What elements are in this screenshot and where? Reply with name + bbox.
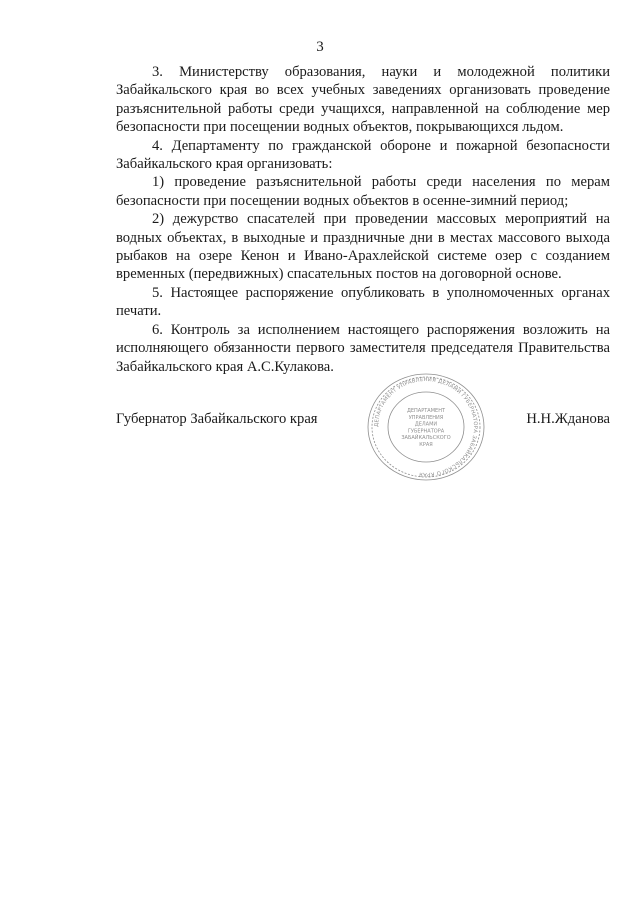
seal-inner-line: ЗАБАЙКАЛЬСКОГО [401,435,451,442]
official-seal-stamp [360,372,492,482]
seal-inner-line: ДЕЛАМИ [414,421,438,428]
paragraph-4: 4. Департаменту по гражданской обороне и пожарной безопасности Забайкальского края организовать: [116,137,610,173]
seal-inner-text [401,408,450,448]
signatory-name: Н.Н.Жданова [526,411,610,427]
page-number: 3 [316,39,324,55]
seal-inner-line: УПРАВЛЕНИЯ [408,414,444,421]
paragraph-4-item-1: 1) проведение разъяснительной работы среди населения по мерам безопасности при посещении водных объектов в осенне-зимний период; [116,174,610,209]
seal-inner-line: КРАЯ [419,442,433,448]
seal-inner-line: ГУБЕРНАТОРА [407,428,445,435]
paragraph-4-item-2: 2) дежурство спасателей при проведении массовых мероприятий на водных объектах, в выходные и праздничные дни в местах массового выхода рыбаков на озере Кенон и Ивано-Арахлейской системе озер с созданием временных (передвижных) спасательных постов на договорной основе. [116,211,610,283]
paragraph-6: 6. Контроль за исполнением настоящего распоряжения возложить на исполняющего обязанности первого заместителя председателя Правительства Забайкальского края А.С.Кулакова. [116,321,610,375]
paragraph-5: 5. Настоящее распоряжение опубликовать в уполномоченных органах печати. [116,284,610,320]
seal-inner-line: ДЕПАРТАМЕНТ [406,408,446,414]
paragraph-3: 3. Министерству образования, науки и молодежной политики Забайкальского края во всех учебных заведениях организовать проведение разъяснительной работы среди учащихся, направленной на соблюдение мер безопасности при посещении водных объектов, покрывающихся льдом. [116,64,610,136]
document-body [116,63,610,376]
seal-ring-text: ДЕПАРТАМЕНТ УПРАВЛЕНИЯ ДЕЛАМИ ГУБЕРНАТОРА ЗАБАЙКАЛЬСКОГО КРАЯ [373,376,479,478]
signatory-title: Губернатор Забайкальского края [116,411,318,427]
